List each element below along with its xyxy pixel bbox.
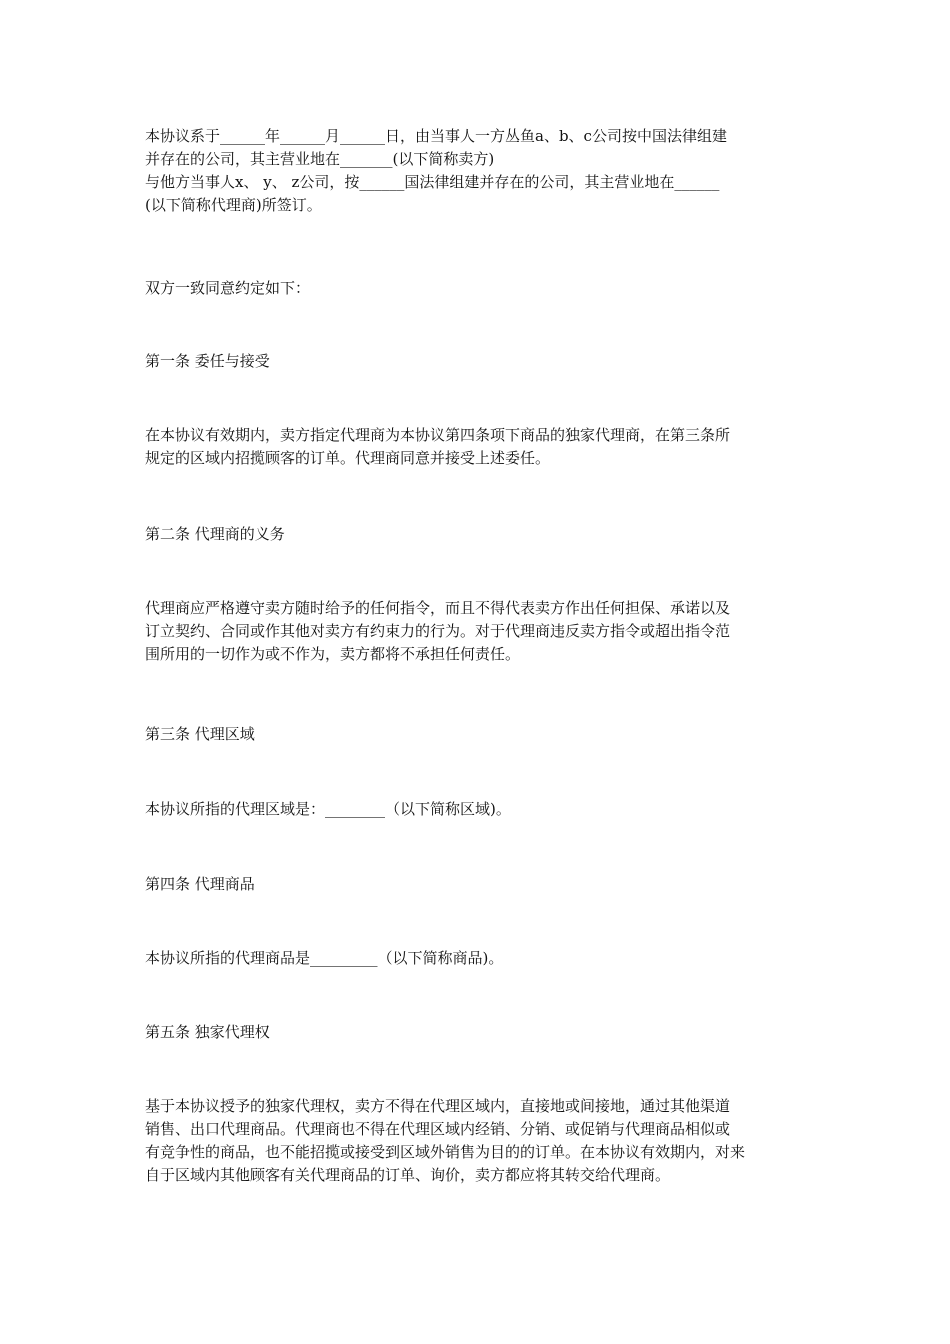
article-5-line-1: 基于本协议授予的独家代理权，卖方不得在代理区域内，直接地或间接地，通过其他渠道	[145, 1097, 731, 1115]
article-3-heading: 第三条 代理区域	[145, 725, 255, 743]
intro-line-4: (以下简称代理商)所签订。	[145, 196, 322, 214]
intro-line-2: 并存在的公司，其主营业地在_______(以下简称卖方)	[145, 150, 495, 168]
agreement-statement: 双方一致同意约定如下：	[145, 279, 311, 297]
article-4-heading: 第四条 代理商品	[145, 875, 255, 893]
article-5-line-3: 有竞争性的商品，也不能招揽或接受到区域外销售为目的的订单。在本协议有效期内，对来	[145, 1143, 746, 1161]
article-4-body: 本协议所指的代理商品是_________（以下简称商品)。	[145, 949, 504, 967]
intro-line-1: 本协议系于______年______月______日，由当事人一方丛鱼a、b、c公司按中国法律组建	[145, 127, 727, 145]
article-5-body	[145, 1095, 810, 1187]
article-5-heading: 第五条 独家代理权	[145, 1023, 270, 1041]
article-5-line-2: 销售、出口代理商品。代理商也不得在代理区域内经销、分销、或促销与代理商品相似或	[145, 1120, 731, 1138]
article-3-body: 本协议所指的代理区域是：________（以下简称区域)。	[145, 800, 511, 818]
article-1-line-1: 在本协议有效期内，卖方指定代理商为本协议第四条项下商品的独家代理商，在第三条所	[145, 426, 731, 444]
article-1-heading: 第一条 委任与接受	[145, 352, 270, 370]
article-2-line-2: 订立契约、合同或作其他对卖方有约束力的行为。对于代理商违反卖方指令或超出指令范	[145, 622, 731, 640]
article-2-line-3: 围所用的一切作为或不作为，卖方都将不承担任何责任。	[145, 645, 521, 663]
article-2-body	[145, 597, 810, 666]
article-1-line-2: 规定的区域内招揽顾客的订单。代理商同意并接受上述委任。	[145, 449, 551, 467]
article-2-heading: 第二条 代理商的义务	[145, 525, 285, 543]
intro-line-3: 与他方当事人x、 y、 z公司，按______国法律组建并存在的公司，其主营业地在______	[145, 173, 720, 191]
article-5-line-4: 自于区域内其他顾客有关代理商品的订单、询价，卖方都应将其转交给代理商。	[145, 1166, 671, 1184]
article-1-body	[145, 424, 810, 470]
article-2-line-1: 代理商应严格遵守卖方随时给予的任何指令，而且不得代表卖方作出任何担保、承诺以及	[145, 599, 731, 617]
intro-paragraph	[145, 125, 810, 217]
